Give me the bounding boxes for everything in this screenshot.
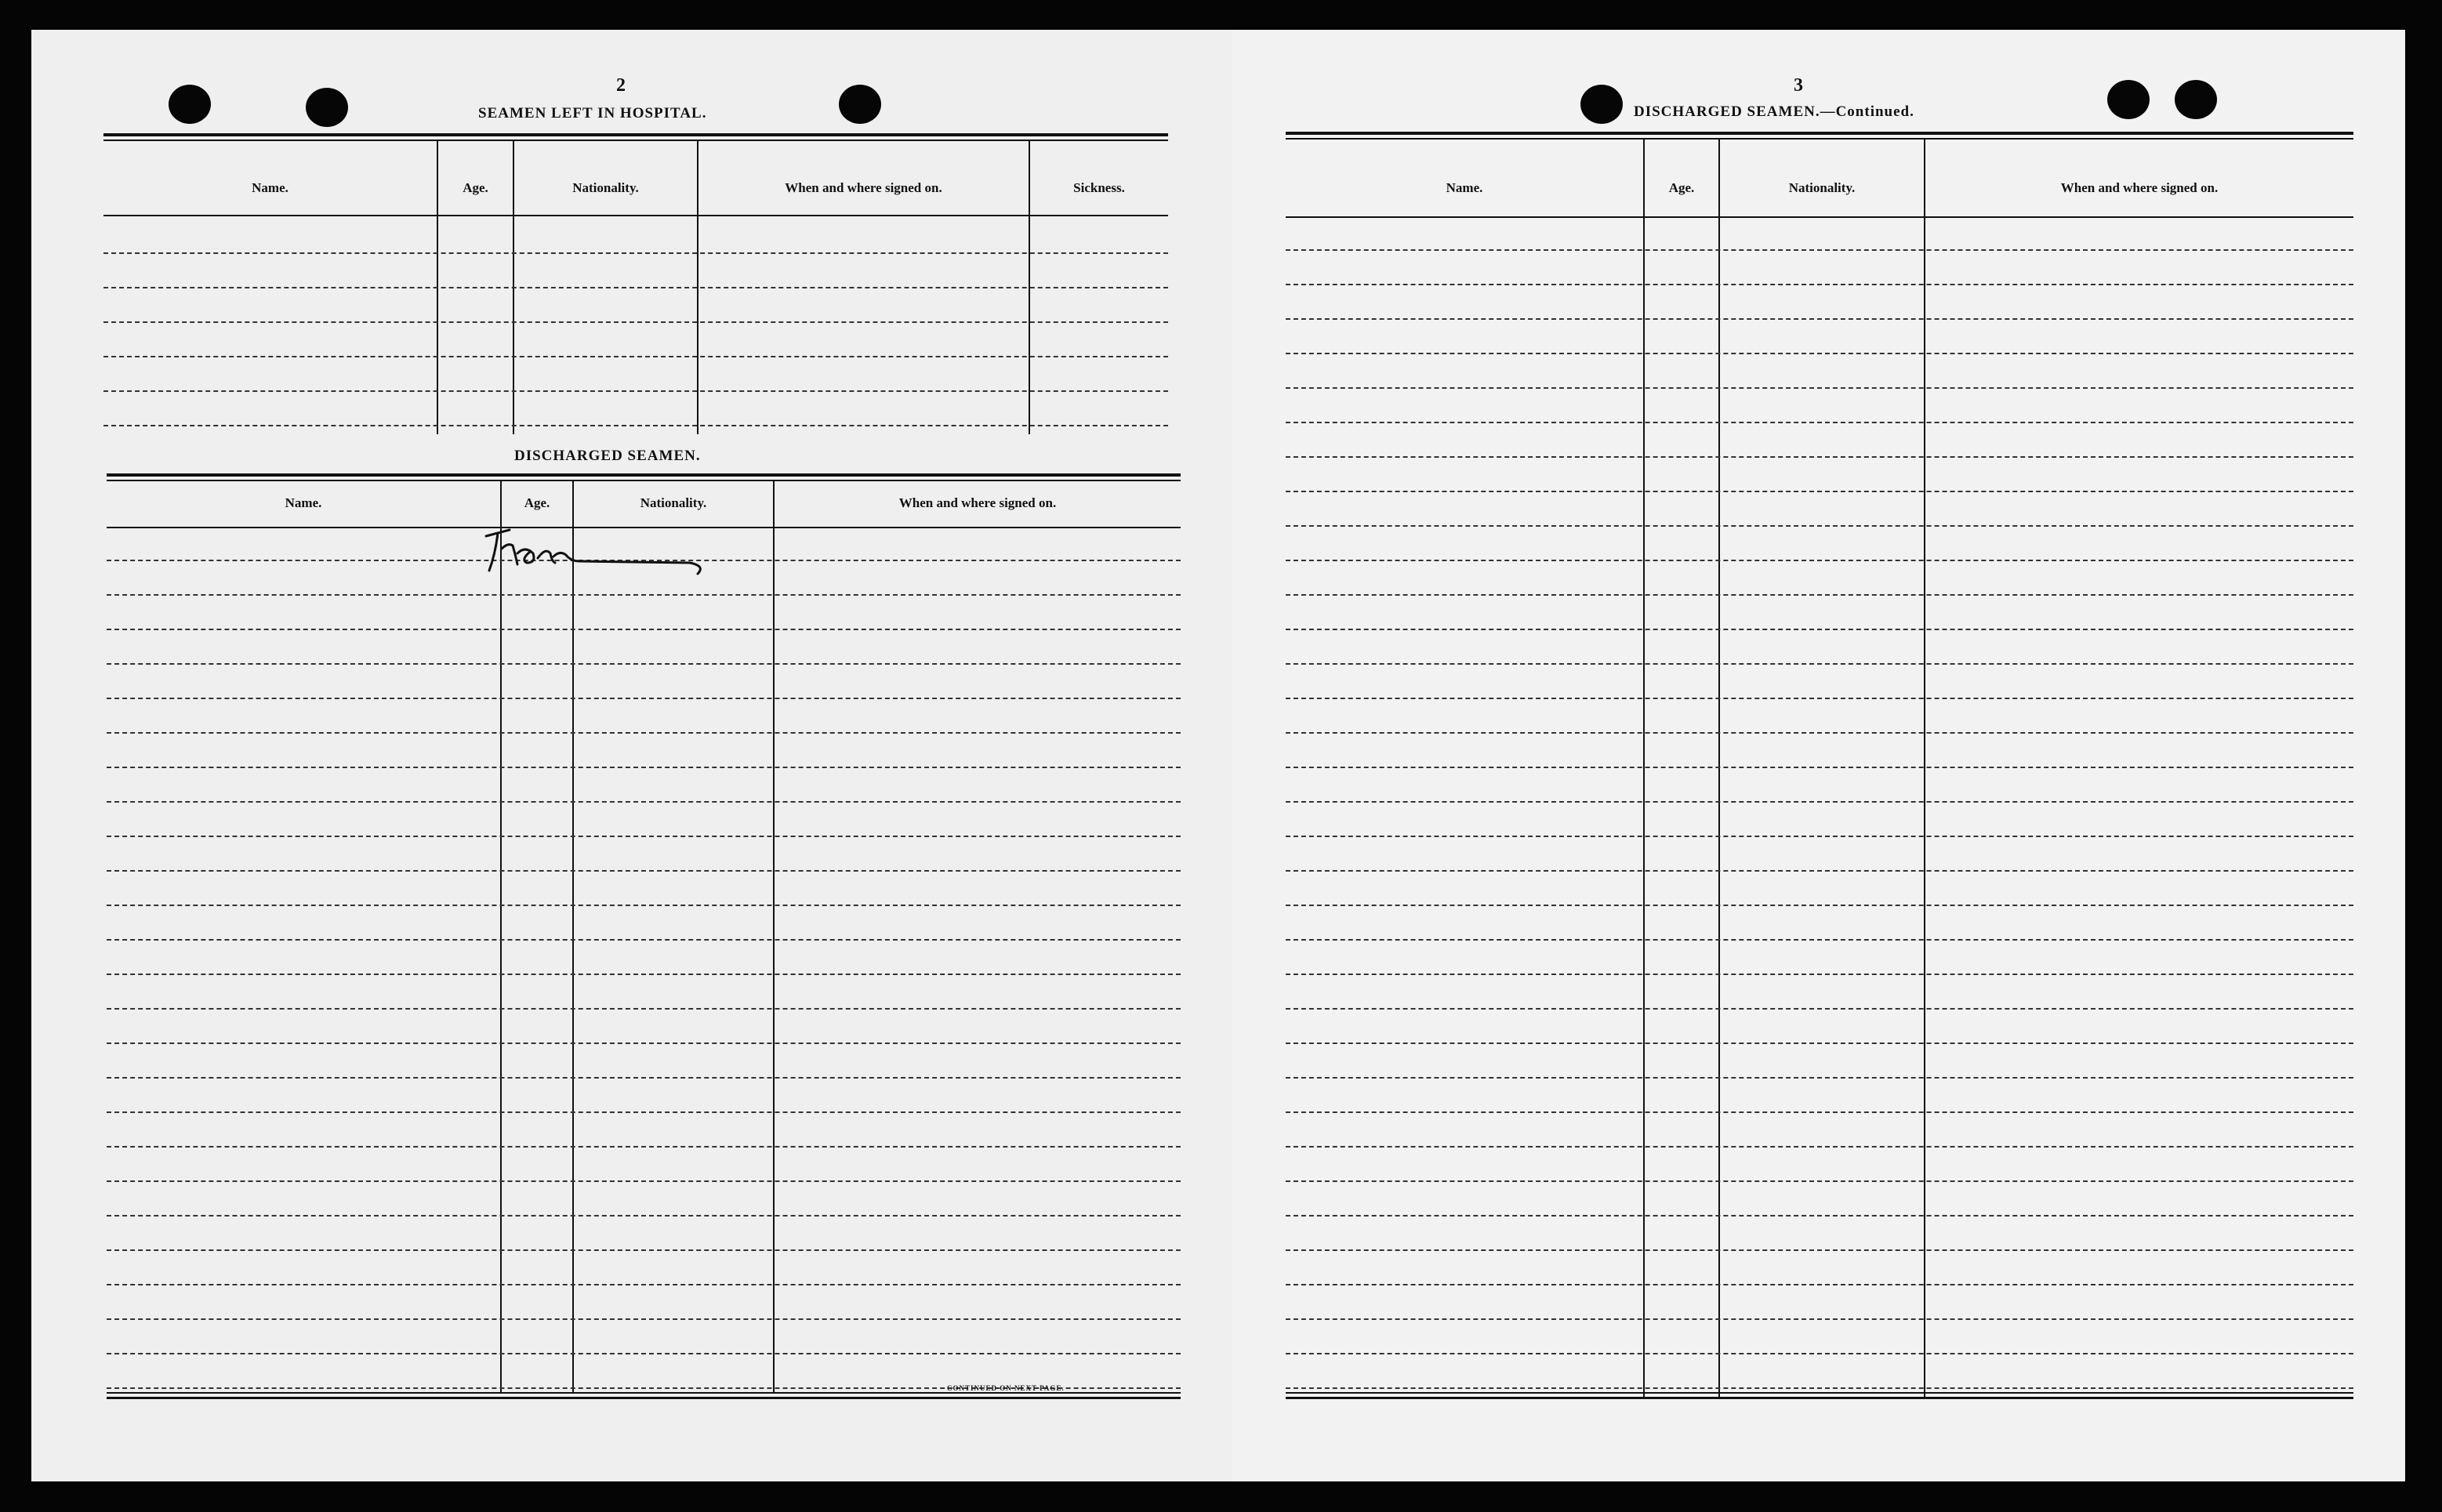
entry-line [107, 1318, 1181, 1320]
section-title-hospital: SEAMEN LEFT IN HOSPITAL. [478, 105, 707, 121]
column-header: When and where signed on. [785, 180, 942, 195]
entry-line [1286, 422, 2353, 423]
entry-line [1286, 1284, 2353, 1285]
punch-hole [169, 85, 211, 124]
column-header: Name. [1446, 180, 1483, 195]
left-page [31, 30, 1232, 1481]
entry-line [1286, 1077, 2353, 1079]
page-number: 3 [1794, 75, 1803, 96]
entry-line [107, 1077, 1181, 1079]
entry-line [107, 629, 1181, 630]
entry-line [1286, 939, 2353, 941]
entry-line [1286, 1353, 2353, 1354]
entry-line [1286, 663, 2353, 665]
entry-line [107, 594, 1181, 596]
entry-line [107, 1042, 1181, 1044]
punch-hole [1580, 85, 1623, 124]
column-header: Nationality. [640, 495, 707, 510]
column-header: When and where signed on. [898, 495, 1057, 510]
entry-line [107, 905, 1181, 906]
right-page [1232, 30, 2405, 1481]
punch-hole [306, 88, 348, 127]
entry-line [1286, 594, 2353, 596]
entry-line [1286, 1042, 2353, 1044]
entry-line [1286, 767, 2353, 768]
column-header: Name. [252, 180, 288, 195]
entry-line [107, 1146, 1181, 1148]
entry-line [1286, 629, 2353, 630]
entry-line [107, 767, 1181, 768]
entry-line [1286, 974, 2353, 975]
entry-line [1286, 491, 2353, 492]
section-title-discharged-continued: DISCHARGED SEAMEN.—Continued. [1634, 103, 1914, 120]
entry-line [1286, 249, 2353, 251]
entry-line [107, 836, 1181, 837]
entry-line [107, 732, 1181, 734]
discharged-table [107, 473, 1181, 1405]
entry-line [1286, 732, 2353, 734]
column-header: Name. [285, 495, 322, 510]
punch-hole [839, 85, 881, 124]
entry-line [107, 1008, 1181, 1010]
entry-line [1286, 318, 2353, 320]
column-header: Age. [463, 180, 488, 195]
handwritten-entry [455, 522, 706, 585]
continued-note: CONTINUED ON NEXT PAGE. [947, 1384, 1065, 1392]
entry-line [1286, 836, 2353, 837]
entry-line [1286, 801, 2353, 803]
column-header: Nationality. [1788, 180, 1856, 195]
punch-hole [2107, 80, 2150, 119]
column-header: Nationality. [572, 180, 639, 195]
entry-line [1286, 1318, 2353, 1320]
entry-line [107, 870, 1181, 872]
entry-line [107, 1215, 1181, 1216]
entry-line [107, 939, 1181, 941]
column-header: Age. [1668, 180, 1695, 195]
entry-line [1286, 698, 2353, 699]
hospital-table [103, 133, 1168, 436]
entry-line [107, 1180, 1181, 1182]
entry-line [1286, 456, 2353, 458]
column-header: Age. [524, 495, 550, 510]
discharged-continued-table [1286, 132, 2353, 1403]
entry-line [107, 801, 1181, 803]
column-header: When and where signed on. [2060, 180, 2219, 195]
entry-line [1286, 1215, 2353, 1216]
entry-line [107, 974, 1181, 975]
entry-line [1286, 1387, 2353, 1389]
entry-line [1286, 1111, 2353, 1113]
section-title-discharged: DISCHARGED SEAMEN. [514, 448, 701, 464]
entry-line [1286, 1180, 2353, 1182]
entry-line [1286, 1146, 2353, 1148]
page-number: 2 [616, 75, 626, 96]
entry-line [107, 663, 1181, 665]
entry-line [1286, 1249, 2353, 1251]
column-header: Sickness. [1073, 180, 1125, 195]
entry-line [1286, 284, 2353, 285]
entry-line [107, 1284, 1181, 1285]
entry-line [1286, 387, 2353, 389]
entry-line [107, 1353, 1181, 1354]
entry-line [1286, 353, 2353, 354]
entry-line [107, 1249, 1181, 1251]
entry-line [1286, 525, 2353, 527]
entry-line [1286, 1008, 2353, 1010]
punch-hole [2175, 80, 2217, 119]
entry-line [107, 698, 1181, 699]
entry-line [1286, 905, 2353, 906]
entry-line [1286, 560, 2353, 561]
entry-line [1286, 870, 2353, 872]
entry-line [107, 1111, 1181, 1113]
